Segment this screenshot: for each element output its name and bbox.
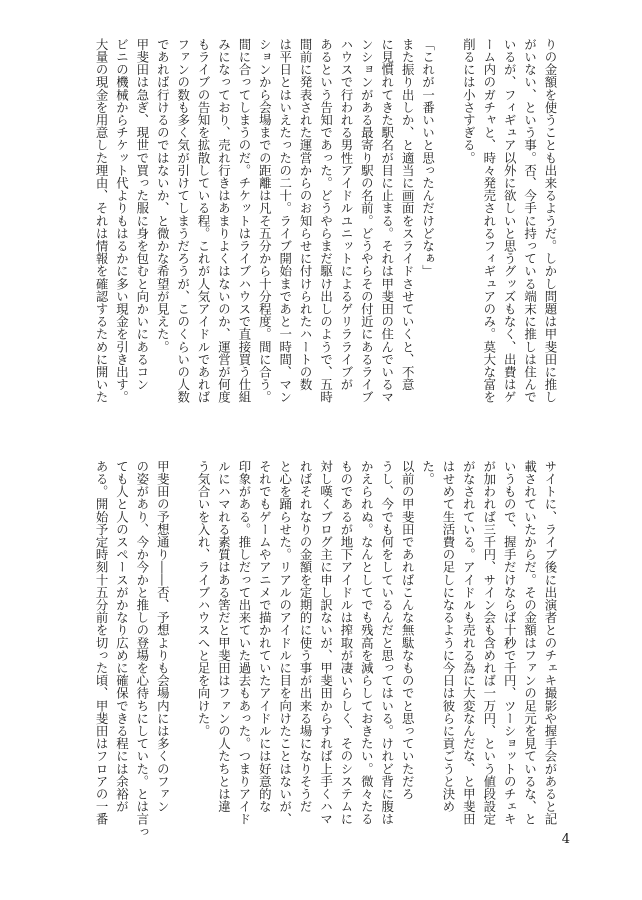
text-line: ある。開始予定時刻十五分前を切った頃、甲斐田はフロアの一番 — [94, 460, 110, 826]
upper-text-tier — [82, 38, 560, 436]
text-line: いうもので、握手だけならば十秒で千円、ツーショットのチェキ — [502, 460, 518, 826]
text-line: 以前の甲斐田であればこんな無駄なものでと思っていただろ — [400, 460, 416, 801]
text-line: ルにハマれる素質はある筈だと甲斐田はファンの人たちとは違 — [216, 460, 232, 813]
text-line: が加われば三千円、サイン会も含めれば一万円、という値段設定 — [481, 460, 497, 826]
text-line: 間に合ってしまうのだ。チケットはライブハウスで直接買う仕組 — [236, 38, 252, 404]
text-line: いるが、フィギュア以外に欲しいと思うグッズもなく、出費はゲ — [502, 38, 518, 404]
text-line: は平日とはいえたったの二十。ライブ開始まであと一時間、マン — [277, 38, 293, 404]
text-line: 載されていたからだ。その金額はファンの足元を見ているな、と — [522, 460, 538, 826]
text-line: はせめて生活費の足しになるように今日は彼らに貢ごうと決め — [440, 460, 456, 813]
text-line: ればそれなりの金額を定期的に使う事が出来る場になりそうだ — [298, 460, 314, 813]
text-line: ションから会場までの距離は凡そ五分から十分程度。間に合う。 — [257, 38, 273, 404]
text-line: 削るには小さすぎる。 — [461, 38, 477, 164]
text-line: また振り出しか、と適当に画面をスライドさせていくと、不意 — [400, 38, 416, 391]
page-number: 4 — [561, 832, 570, 847]
text-line: 甲斐田の予想通り――否、予想よりも会場内には多くのファン — [155, 460, 171, 813]
lower-text-tier — [82, 460, 560, 860]
text-line: ても人と人のスペースがかなり広めに確保できる程には余裕が — [114, 460, 130, 813]
text-line: ンションがある最寄り駅の名前。どうやらその付近にあるライブ — [359, 38, 375, 404]
text-line: 対し嘆くブログ主に申し訳ないが、甲斐田からすれば上手くハマ — [318, 460, 334, 826]
text-line: りの金額を使うことも出来るようだ。しかし問題は甲斐田に推し — [543, 38, 558, 404]
text-line: であれば行けるのではないか、と微かな希望が見えた。 — [155, 38, 171, 353]
text-line: ハウスで行われる男性アイドルユニットによるゲリラライブが — [338, 38, 354, 391]
text-line: サイトに、ライブ後に出演者とのチェキ撮影や握手会があると記 — [543, 460, 558, 826]
text-line: みになっており、売れ行きはあまりよくはないのか、運営が何度 — [216, 38, 232, 404]
text-line: た。 — [420, 460, 436, 486]
text-line: うし、今でも何をしているんだと思ってはいる。けれど背に腹は — [379, 460, 395, 826]
text-line: もライブの告知を拡散している程。これが人気アイドルであれば — [196, 38, 212, 404]
text-line: ファンの数も多く気が引けてしまうだろうが、このくらいの人数 — [175, 38, 191, 404]
text-line: ーム内のガチャと、時々発売されるフィギュアのみ。莫大な富を — [481, 38, 497, 404]
text-line: と心を踊らせた。リアルのアイドルに目を向けたことはないが、 — [277, 460, 293, 826]
text-line: がなされている。アイドルも売れる為に大変なんだな、と甲斐田 — [461, 460, 477, 826]
text-line: の姿があり、今か今かと推しの登場を心待ちにしていた。とは言っ — [134, 460, 150, 838]
text-line: う気合いを入れ、ライブハウスへと足を向けた。 — [196, 460, 212, 738]
text-line: 間前に発表された運営からのお知らせに付けられたハートの数 — [298, 38, 314, 391]
text-line: 甲斐田は急ぎ、現世で買った服に身を包むと向かいにあるコン — [134, 38, 150, 391]
blank-line — [438, 38, 458, 436]
text-line: がいない、という事。否、今手に持っている端末に推しは住んで — [522, 38, 538, 404]
text-line: ものであるが地下アイドルは搾取が凄いらしく、そのシステムに — [338, 460, 354, 826]
text-line: 大量の現金を用意した理由、それは情報を確認するために開いた — [94, 38, 110, 404]
dialogue-line: 「これが一番いいと思ったんだけどなぁ」 — [420, 38, 436, 278]
text-line: 印象がある。推しだって出来ていた過去もあった。つまりアイド — [236, 460, 252, 826]
text-line: に見慣れてきた駅名が目に止まる。それは甲斐田の住んでいるマ — [379, 38, 395, 404]
text-line: あるという告知であった。どうやらまだ駆け出しのようで、五時 — [318, 38, 334, 404]
text-line: ビニの機械からチケット代よりもはるかに多い現金を引き出す。 — [114, 38, 130, 404]
blank-line — [172, 460, 192, 860]
text-line: それでもゲームやアニメで描かれていたアイドルには好意的な — [257, 460, 273, 813]
text-line: かえられぬ。なんとしてでも残高を減らしておきたい。微々たる — [359, 460, 375, 826]
